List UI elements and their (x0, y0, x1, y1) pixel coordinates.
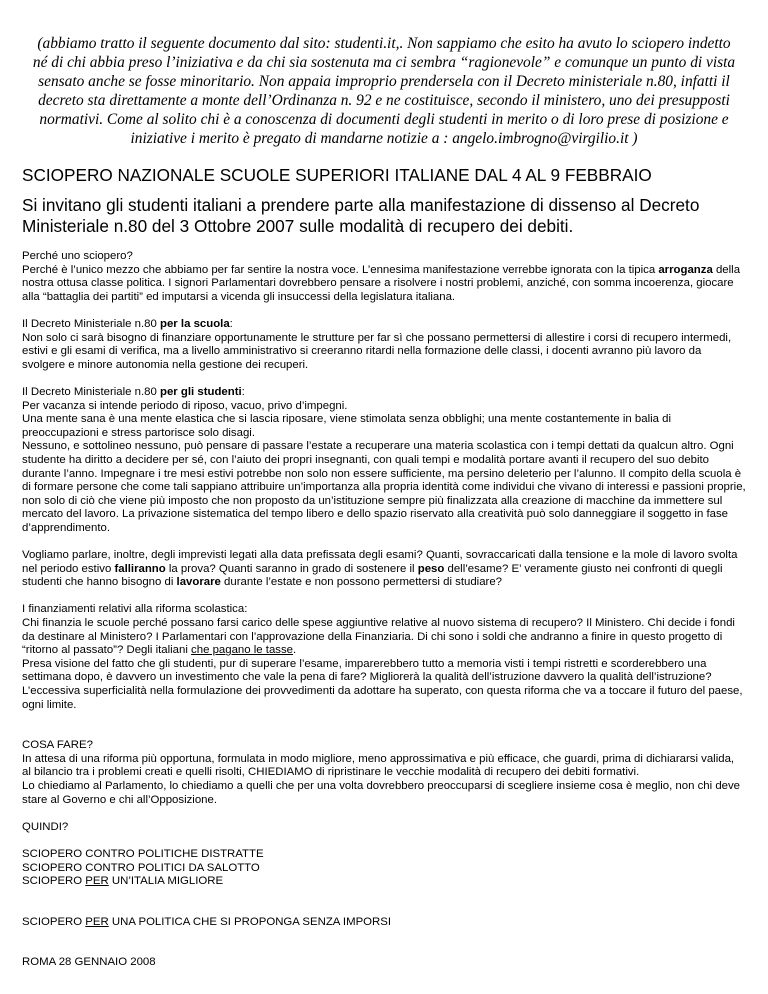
section-heading: QUINDI? (22, 820, 69, 833)
section-quindi (22, 821, 746, 835)
paragraph: Non solo ci sarà bisogno di finanziare opportunamente le strutture per far sì che possano permettersi di allestire i corsi di recupero intermedi, estivi e gli esami di verifica, ma a livello amministrativo si creeranno ritardi nella formazione delle classi, i docenti avranno più lavoro da svolgere e minore autonomia nella gestione dei recuperi. (22, 331, 732, 371)
paragraph: Perché è l’unico mezzo che abbiamo per far sentire la nostra voce. L’ennesima manifestazione verrebbe ignorata con la tipica arroganza della nostra ottusa classe politica. I signori Parlamentari dovrebbero pensare a risolvere i nostri problemi, anziché, con somma incoerenza, giocare alla “battaglia dei partiti” ed imputarsi a vicenda gli insuccessi della legislatura italiana. (22, 263, 741, 303)
section-heading: Perché uno sciopero? (22, 250, 133, 262)
paragraph: Vogliamo parlare, inoltre, degli imprevisti legati alla data prefissata degli esami? Quanti, sovraccaricati dalla tensione e la mole di lavoro svolta nel periodo estivo falliranno la prova? Quanti saranno in grado di sostenere il peso dell’esame? E’ veramente giusto nei confronti di quegli studenti che hanno bisogno di lavorare durante l’estate e non possono permettersi di studiare? (22, 549, 738, 589)
document-title: SCIOPERO NAZIONALE SCUOLE SUPERIORI ITALIANE DAL 4 AL 9 FEBBRAIO (22, 165, 652, 185)
paragraph: Presa visione del fatto che gli studenti, pur di superare l’esame, imparerebbero tutto a memoria visti i tempi ristretti e scorderebbero una settimana dopo, è davvero un investimento che vale la pena di fare? Migliorerà la qualità dell’istruzione davvero la qualità dell’istruzione? (22, 657, 712, 684)
section-exam-issues (22, 549, 746, 590)
intro-note: (abbiamo tratto il seguente documento dal sito: studenti.it,. Non sappiamo che esito ha avuto lo sciopero indetto né di chi abbia preso l’iniziativa e da chi sia sostenuta ma ci sembra “ragionevole” e comunque un punto di vista sensato anche se fosse minoritario. Non appaia improprio prendersela con il Decreto ministeriale n.80, infatti il decreto sta direttamente a monte dell’Ordinanza n. 92 e ne costituisce, secondo il ministero, uno dei presupposti normativi. Come al solito chi è a conoscenza di documenti degli studenti in merito o di loro prese di posizione e iniziative i merito è pregato di mandarne notizie a : angelo.imbrogno@virgilio.it ) (32, 35, 736, 147)
document-subtitle: Si invitano gli studenti italiani a prendere parte alla manifestazione di dissenso al Decreto Ministeriale n.80 del 3 Ottobre 2007 sulle modalità di recupero dei debiti. (22, 195, 700, 236)
section-funding (22, 603, 746, 712)
section-heading: Il Decreto Ministeriale n.80 per gli studenti: (22, 385, 245, 398)
slogan-line: SCIOPERO PER UNA POLITICA CHE SI PROPONGA SENZA IMPORSI (22, 915, 392, 928)
paragraph: Una mente sana è una mente elastica che si lascia riposare, viene stimolata senza obblighi; una mente costantemente in balia di preoccupazioni e stress partorisce solo disagi. (22, 413, 672, 439)
paragraph: In attesa di una riforma più opportuna, formulata in modo migliore, meno approssimativa e più efficace, che guardi, prima di dichiararsi valida, al bilancio tra i problemi creati e quelli risolti, CHIEDIAMO di ripristinare le vecchie modalità di recupero dei debiti formativi. (22, 752, 735, 779)
section-what-to-do (22, 739, 746, 807)
paragraph: L’eccessiva superficialità nella formulazione dei provvedimenti da adottare ha superato, con questa riforma che va a toccare il futuro del paese, ogni limite. (22, 685, 743, 711)
paragraph: Chi finanzia le scuole perché possano farsi carico delle spese aggiuntive relative al nuovo sistema di recupero? Il Ministero. Chi decide i fondi da destinare al Ministero? I Parlamentari con l’approvazione della Finanziaria. Di chi sono i soldi che andranno a finire in questo progetto di “ritorno al passato”? Degli italiani che pagano le tasse. (22, 617, 735, 657)
bold-term: arroganza (658, 263, 713, 276)
paragraph: Nessuno, e sottolineo nessuno, può pensare di passare l’estate a recuperare una materia scolastica con i tempi dettati da qualcun altro. Ogni studente ha diritto a decidere per sé, con l’aiuto dei propri insegnanti, con quali tempi e modalità portare avanti il recupero del suo debito durante l’anno. Impegnare i tre mesi estivi potrebbe non solo non essere sufficiente, ma persino deleterio per l’alunno. Il compito della scuola è di formare persone che come tali sappiano attribuire un’importanza alla propria identità come individui che vivano di interessi e passioni proprie, non solo di ciò che viene più imposto che non proposto da un’istituzione sempre più finalizzata alla creazione di macchine da immettere sul mercato del lavoro. La privazione sistematica del tempo libero e dello spazio riservato alla creatività può solo danneggiare il soggetto in fase d’apprendimento. (22, 440, 746, 534)
document-date (22, 956, 746, 970)
section-decree-school (22, 318, 746, 372)
slogan-line: SCIOPERO CONTRO POLITICI DA SALOTTO (22, 861, 260, 874)
paragraph: Lo chiediamo al Parlamento, lo chiediamo a quelli che per una volta dovrebbero preoccuparsi di scegliere insieme cosa è meglio, non chi deve stare al Governo e chi all’Opposizione. (22, 779, 741, 806)
section-heading: Il Decreto Ministeriale n.80 per la scuola: (22, 317, 233, 330)
section-decree-students (22, 386, 746, 536)
section-heading: COSA FARE? (22, 739, 93, 752)
slogans (22, 848, 746, 889)
section-why-strike (22, 250, 746, 304)
section-heading: I finanziamenti relativi alla riforma scolastica: (22, 603, 248, 616)
slogan-line: SCIOPERO CONTRO POLITICHE DISTRATTE (22, 847, 264, 860)
slogan-line: SCIOPERO PER UN’ITALIA MIGLIORE (22, 875, 224, 888)
final-slogan (22, 916, 746, 930)
underlined-phrase: che pagano le tasse (191, 644, 294, 657)
paragraph: Per vacanza si intende periodo di riposo, vacuo, privo d’impegni. (22, 399, 348, 412)
date-line: ROMA 28 GENNAIO 2008 (22, 956, 156, 969)
